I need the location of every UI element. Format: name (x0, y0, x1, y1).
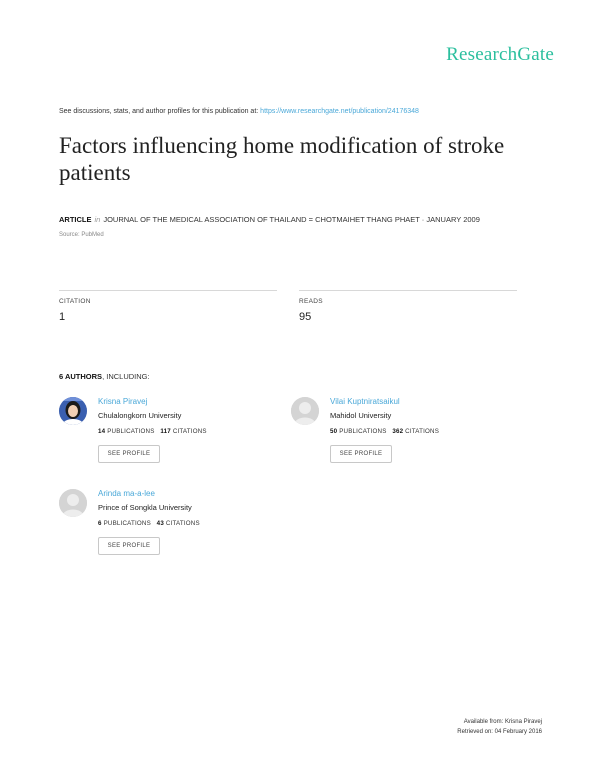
citations-count: 117 (160, 428, 171, 435)
publication-link[interactable]: https://www.researchgate.net/publication/24176348 (260, 108, 419, 115)
discussion-notice (59, 108, 419, 115)
discussion-text: See discussions, stats, and author profiles for this publication at: (59, 108, 261, 115)
citations-label: CITATIONS (172, 428, 207, 435)
publications-count: 6 (98, 520, 102, 527)
retrieved-on: Retrieved on: 04 February 2016 (457, 729, 542, 735)
publications-count: 50 (330, 428, 338, 435)
available-from: Available from: Krisna Piravej (463, 719, 542, 725)
see-profile-button[interactable]: SEE PROFILE (330, 445, 392, 463)
journal-name: JOURNAL OF THE MEDICAL ASSOCIATION OF THAILAND = CHOTMAIHET THANG PHAET · JANUARY 2009 (103, 215, 480, 224)
citation-count: 1 (59, 311, 66, 323)
publication-source: Source: PubMed (59, 232, 104, 238)
citations-count: 362 (392, 428, 404, 435)
footer (457, 717, 542, 737)
author-card (59, 397, 289, 477)
reads-count: 95 (299, 311, 312, 323)
publications-label: PUBLICATIONS (103, 520, 151, 527)
author-card (291, 397, 521, 477)
author-institution: Prince of Songkla University (98, 503, 192, 512)
citations-label: CITATIONS (165, 520, 200, 527)
citations-count: 43 (156, 520, 164, 527)
author-institution: Chulalongkorn University (98, 411, 182, 420)
author-stats (98, 520, 200, 527)
default-user-icon[interactable] (59, 489, 87, 517)
author-photo-avatar[interactable] (59, 397, 87, 425)
author-institution: Mahidol University (330, 411, 392, 420)
default-user-icon[interactable] (291, 397, 319, 425)
authors-count: 6 AUTHORS (59, 372, 103, 381)
authors-heading (59, 372, 150, 381)
author-card (59, 489, 289, 569)
reads-label: READS (299, 298, 323, 305)
citation-divider (59, 290, 277, 291)
citations-label: CITATIONS (405, 428, 440, 435)
publications-label: PUBLICATIONS (107, 428, 155, 435)
author-stats (98, 428, 207, 435)
reads-divider (299, 290, 517, 291)
author-name[interactable]: Vilai Kuptniratsaikul (330, 397, 400, 406)
see-profile-button[interactable]: SEE PROFILE (98, 537, 160, 555)
publication-meta (59, 215, 480, 224)
author-name[interactable]: Krisna Piravej (98, 397, 148, 406)
see-profile-button[interactable]: SEE PROFILE (98, 445, 160, 463)
citation-label: CITATION (59, 298, 91, 305)
researchgate-logo[interactable]: ResearchGate (446, 44, 554, 65)
author-stats (330, 428, 439, 435)
publication-type: ARTICLE (59, 215, 92, 224)
publications-count: 14 (98, 428, 106, 435)
author-name[interactable]: Arinda ma-a-lee (98, 489, 155, 498)
authors-heading-suffix: , INCLUDING: (102, 372, 150, 381)
publications-label: PUBLICATIONS (339, 428, 387, 435)
in-label: in (94, 215, 101, 224)
publication-title: Factors influencing home modification of stroke patients (59, 133, 505, 185)
